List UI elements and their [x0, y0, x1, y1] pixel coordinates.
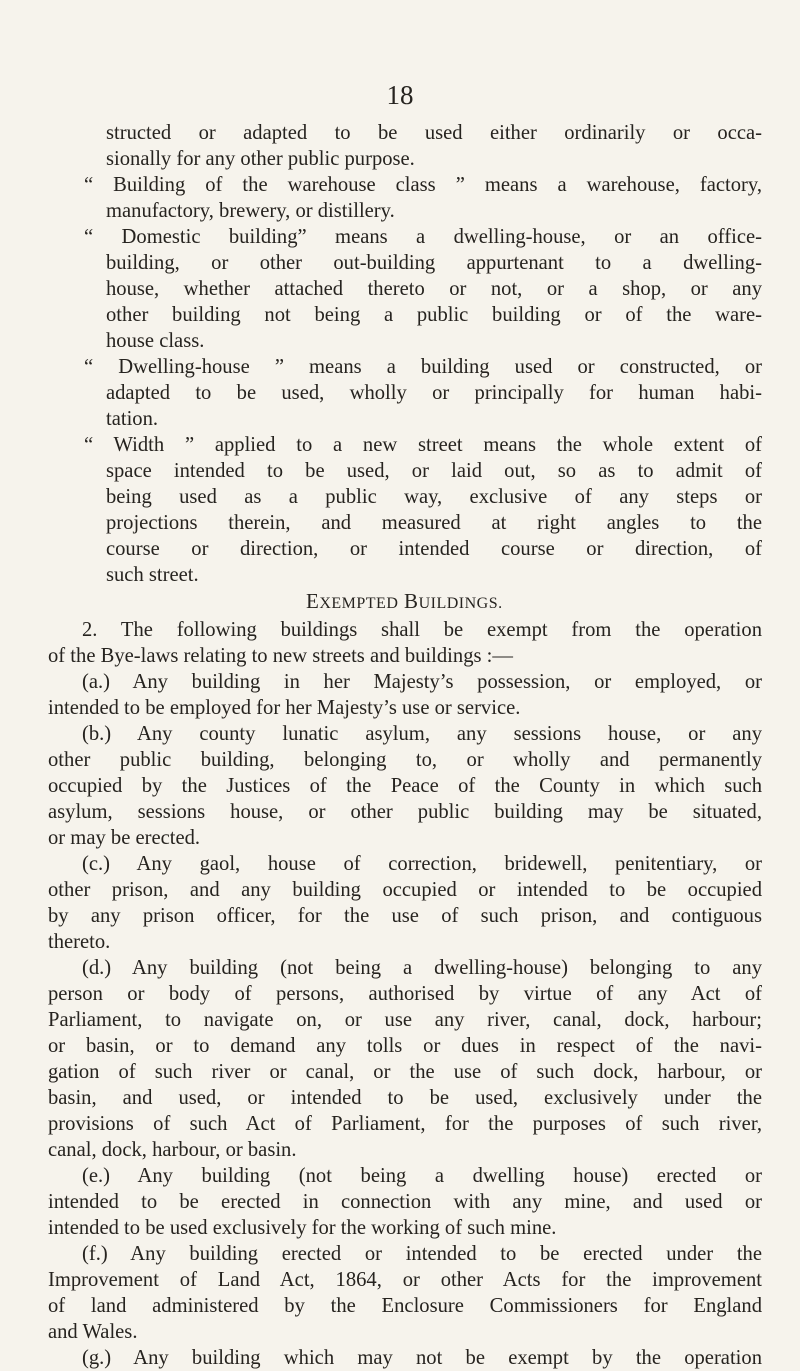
text-line: basin, and used, or intended to be used, exclusively under the	[48, 1087, 762, 1109]
text-line: and Wales.	[48, 1321, 138, 1343]
text-line: (d.) Any building (not being a dwelling-house) belonging to any	[82, 957, 762, 979]
text-line: Parliament, to navigate on, or use any river, canal, dock, harbour;	[48, 1009, 762, 1031]
text-line: “ Dwelling-house ” means a building used or constructed, or	[84, 356, 762, 378]
text-line: (e.) Any building (not being a dwelling house) erected or	[82, 1165, 762, 1187]
text-line: intended to be used exclusively for the working of such mine.	[48, 1217, 557, 1239]
text-line: structed or adapted to be used either ordinarily or occa-	[106, 122, 762, 144]
text-line: “ Width ” applied to a new street means the whole extent of	[84, 434, 762, 456]
text-line: of the Bye-laws relating to new streets and buildings :—	[48, 645, 513, 667]
text-line: “ Building of the warehouse class ” means a warehouse, factory,	[84, 174, 762, 196]
text-line: other public building, belonging to, or wholly and permanently	[48, 749, 762, 771]
section-heading: EXEMPTED BUILDINGS.	[306, 589, 503, 613]
body-text	[48, 120, 762, 1371]
page-number: 18	[386, 80, 414, 110]
text-line: (f.) Any building erected or intended to be erected under the	[82, 1243, 762, 1265]
text-line: intended to be erected in connection with any mine, and used or	[48, 1191, 762, 1213]
text-line: building, or other out-building appurtenant to a dwelling-	[106, 252, 762, 274]
text-line: asylum, sessions house, or other public building may be situated,	[48, 801, 762, 823]
text-line: house class.	[106, 330, 205, 352]
text-line: canal, dock, harbour, or basin.	[48, 1139, 297, 1161]
text-line: person or body of persons, authorised by virtue of any Act of	[48, 983, 762, 1005]
text-line: (g.) Any building which may not be exempt by the operation	[82, 1347, 762, 1369]
text-line: (b.) Any county lunatic asylum, any sessions house, or any	[82, 723, 762, 745]
text-line: “ Domestic building” means a dwelling-house, or an office-	[84, 226, 762, 248]
text-line: (a.) Any building in her Majesty’s possession, or employed, or	[82, 671, 762, 693]
text-line: sionally for any other public purpose.	[106, 148, 415, 170]
text-line: Improvement of Land Act, 1864, or other Acts for the improvement	[48, 1269, 762, 1291]
text-line: course or direction, or intended course or direction, of	[106, 538, 762, 560]
text-line: intended to be employed for her Majesty’s use or service.	[48, 697, 521, 719]
text-line: house, whether attached thereto or not, or a shop, or any	[106, 278, 762, 300]
text-line: or basin, or to demand any tolls or dues in respect of the navi-	[48, 1035, 762, 1057]
text-line: space intended to be used, or laid out, so as to admit of	[106, 460, 762, 482]
text-line: occupied by the Justices of the Peace of the County in which such	[48, 775, 762, 797]
text-line: tation.	[106, 408, 159, 430]
text-line: manufactory, brewery, or distillery.	[106, 200, 395, 222]
text-line: adapted to be used, wholly or principally for human habi-	[106, 382, 762, 404]
text-line: projections therein, and measured at right angles to the	[106, 512, 762, 534]
text-line: provisions of such Act of Parliament, for the purposes of such river,	[48, 1113, 762, 1135]
text-line: (c.) Any gaol, house of correction, bridewell, penitentiary, or	[82, 853, 762, 875]
text-line: being used as a public way, exclusive of any steps or	[106, 486, 762, 508]
text-line: gation of such river or canal, or the use of such dock, harbour, or	[48, 1061, 762, 1083]
text-line: other prison, and any building occupied or intended to be occupied	[48, 879, 762, 901]
text-line: or may be erected.	[48, 827, 201, 849]
text-line: of land administered by the Enclosure Commissioners for England	[48, 1295, 762, 1317]
text-line: such street.	[106, 564, 199, 586]
text-line: by any prison officer, for the use of such prison, and contiguous	[48, 905, 762, 927]
text-line: thereto.	[48, 931, 111, 953]
text-line: 2. The following buildings shall be exempt from the operation	[82, 619, 762, 641]
text-line: other building not being a public building or of the ware-	[106, 304, 762, 326]
